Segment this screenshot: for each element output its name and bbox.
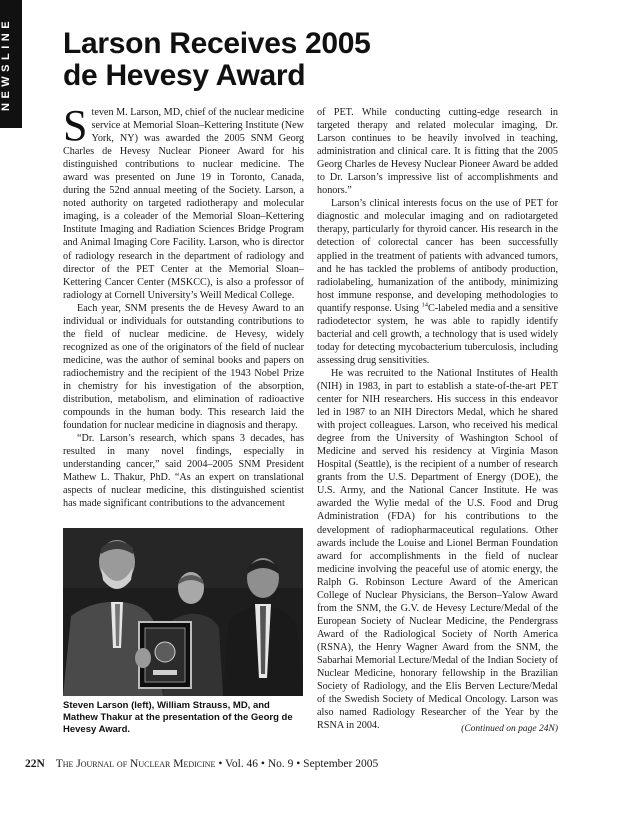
footer-separator-2: • [260,758,265,770]
paragraph-1 [63,101,304,302]
issue-date: September 2005 [303,758,379,770]
award-photo [63,528,303,696]
page-footer [25,758,585,770]
paragraph-5-text-b: C-labeled media and a sensitive radiodetector system, he was able to rapidly identify bacterial and cell growth, a technology that is used widely today for detecting mycobacterium tuberculosis, including assessing drug sensitivities. [317,302,559,366]
paragraph-4: of PET. While conducting cutting-edge research in targeted therapy and related molecular imaging, Dr. Larson continues to be heavily involved in teaching, administration and clinical care. It is fitting that the 2005 Georg Charles de Hevesy Nuclear Pioneer Award be added to Dr. Larson’s impressive list of accomplishments and honors.” [317,107,558,197]
isotope-superscript: 14 [421,301,428,309]
title-line-2: de Hevesy Award [63,59,306,92]
newsline-sidebar [0,0,22,128]
paragraph-1-text: teven M. Larson, MD, chief of the nuclear medicine service at Memorial Sloan–Kettering Institute (New York, NY) was awarded the 2005 SNM Georg Charles de Hevesy Nuclear Pioneer Award for his distinguished contributions to nuclear medicine. The award was presented on June 19 in Toronto, Canada, during the 52nd annual meeting of the Society. Larson, a noted authority on targeted radiotherapy and molecular imaging, is a coleader of the Memorial Sloan–Kettering Institute Imaging and Radiation Sciences Bridge Program and Animal Imaging Core Facility. Larson, who is director of radiology research in the department of radiology and director of the PET Center at the Memorial Sloan–Kettering Cancer Center (MSKCC), is also a professor of radiology at Cornell University’s Weill Medical College. [63,107,304,301]
paragraph-5 [317,197,558,367]
footer-separator-1: • [218,758,223,770]
award-photo-illustration [63,528,303,696]
paragraph-2: Each year, SNM presents the de Hevesy Award to an individual or individuals for outstanding contributions to the field of nuclear medicine. de Hevesy, widely recognized as one of the originators of the field of nuclear medicine, was the author of seminal books and papers on radiochemistry and the recipient of the 1943 Nobel Prize in chemistry for his investigation of the absorption, distribution, metabolism, and elimination of radioactive compounds in the human body. This research laid the foundation for nuclear medicine in diagnosis and therapy. [63,302,304,432]
article-title [63,28,583,92]
paragraph-3: “Dr. Larson’s research, which spans 3 decades, has resulted in many novel findings, especially in understanding cancer,” said 2004–2005 SNM President Mathew L. Thakur, PhD. “As an expert on translational aspects of nuclear medicine, this distinguished scientist has made significant contributions to the advancement [63,433,304,510]
volume: Vol. 46 [225,758,259,770]
section-label: NEWSLINE [0,16,12,112]
continued-note: (Continued on page 24N) [461,724,558,734]
title-line-1: Larson Receives 2005 [63,27,371,60]
issue-number: No. 9 [267,758,294,770]
journal-name: The Journal of Nuclear Medicine [55,758,216,770]
right-column [317,106,558,732]
page-number: 22N [25,758,45,770]
photo-caption: Steven Larson (left), William Strauss, MD, and Mathew Thakur at the presentation of the Georg de Hevesy Award. [63,700,293,735]
paragraph-5-text-a: Larson’s clinical interests focus on the use of PET for diagnostic and molecular imaging and on radiotargeted therapy, particularly for thyroid cancer. His research in the detection of colorectal cancer has been successfully applied in the treatment of patients with advanced tumors, and he has tackled the problems of antibody production, radiolabeling, humanization of the antibody, minimizing host immune response, and developing methodologies to quantify response. Using [317,198,558,314]
paragraph-6: He was recruited to the National Institutes of Health (NIH) in 1983, in part to establish a state-of-the-art PET center for NIH researchers. His success in this endeavor led in 1987 to an NIH Directors Medal, which he shared with project colleagues. Larson, who received his medical degree from the University of Washington School of Medicine and served his residency at Virginia Mason Hospital (Seattle), is the recipient of a number of research grants from the U.S. Department of Energy (DOE), the U.S. Army, and the National Cancer Institute. He was awarded the Wylie medal of the U.S. Food and Drug Administration (FDA) for his contributions to the development of radiopharmaceutical regulations. Other awards include the Louise and Lionel Berman Foundation award for accomplishments in the field of nuclear medicine involving the peaceful use of atomic energy, the Ralph G. Robinson Lecture Award of the American College of Nuclear Physicians, the Berson–Yalow Award from the SNM, the G.V. de Hevesy Lecture/Medal of the European Society of Nuclear Medicine, the Pendergrass Award of the Radiological Society of North America (RSNA), the Henry Wagner Award from the SNM, the Sabarhai Memorial Lecture/Medal of the Indian Society of Nuclear Medicine, honorary fellowship in the Brazilian Society of Radiology, and the Elis Berven Lecture/Medal of the Swedish Society of Medical Oncology. Larson was also named Radiology Researcher of the Year by the RSNA in 2004. [317,367,558,732]
drop-cap: S [63,101,88,150]
footer-separator-3: • [296,758,301,770]
left-column [63,101,304,510]
